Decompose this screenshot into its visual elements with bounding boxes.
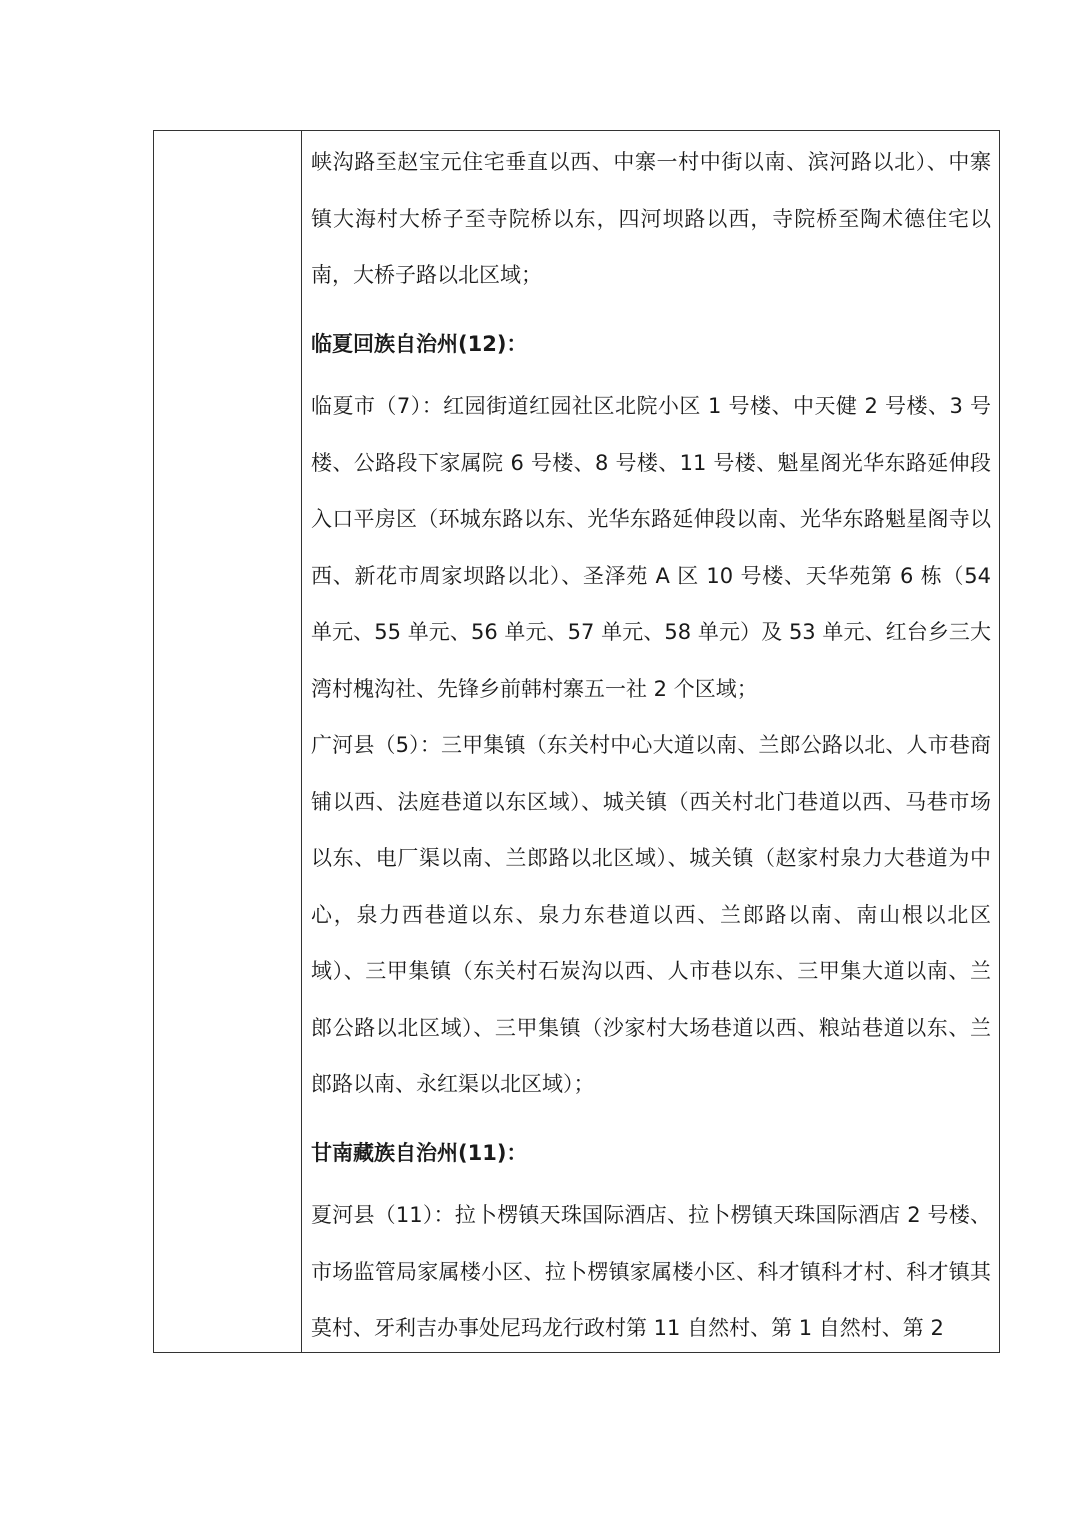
paragraph-xiahe: 夏河县（11）：拉卜楞镇天珠国际酒店、拉卜楞镇天珠国际酒店 2 号楼、市场监管局家属楼小区、拉卜楞镇家属楼小区、科才镇科才村、科才镇其莫村、牙利吉办事处尼玛龙行政村第 11 自然村、第 1 自然村、第 2 [311, 1203, 991, 1340]
heading-linxia: 临夏回族自治州(12)： [311, 331, 528, 356]
table-left-cell [154, 131, 302, 1352]
paragraph-linxia-city: 临夏市（7）：红园街道红园社区北院小区 1 号楼、中天健 2 号楼、3 号楼、公路段下家属院 6 号楼、8 号楼、11 号楼、魁星阁光华东路延伸段入口平房区（环城东路以东、光华东路延伸段以南、光华东路魁星阁寺以西、新花市周家坝路以北）、圣泽苑 A 区 10 号楼、天华苑第 6 栋（54 单元、55 单元、56 单元、57 单元、58 单元）及 53 单元、红台乡三大湾村槐沟社、先锋乡前韩村寨五一社 2 个区域； [311, 394, 991, 701]
table-right-cell [302, 131, 999, 1352]
paragraph-zhongzhai: 峡沟路至赵宝元住宅垂直以西、中寨一村中街以南、滨河路以北）、中寨镇大海村大桥子至寺院桥以东，四河坝路以西，寺院桥至陶术德住宅以南，大桥子路以北区域； [311, 150, 991, 287]
region-table [153, 130, 1000, 1353]
paragraph-guanghe: 广河县（5）：三甲集镇（东关村中心大道以南、兰郎公路以北、人市巷商铺以西、法庭巷道以东区域）、城关镇（西关村北门巷道以西、马巷市场以东、电厂渠以南、兰郎路以北区域）、城关镇（赵家村泉力大巷道为中心，泉力西巷道以东、泉力东巷道以西、兰郎路以南、南山根以北区域）、三甲集镇（东关村石炭沟以西、人市巷以东、三甲集大道以南、兰郎公路以北区域）、三甲集镇（沙家村大场巷道以西、粮站巷道以东、兰郎路以南、永红渠以北区域）； [311, 733, 991, 1096]
heading-gannan: 甘南藏族自治州(11)： [311, 1140, 528, 1165]
